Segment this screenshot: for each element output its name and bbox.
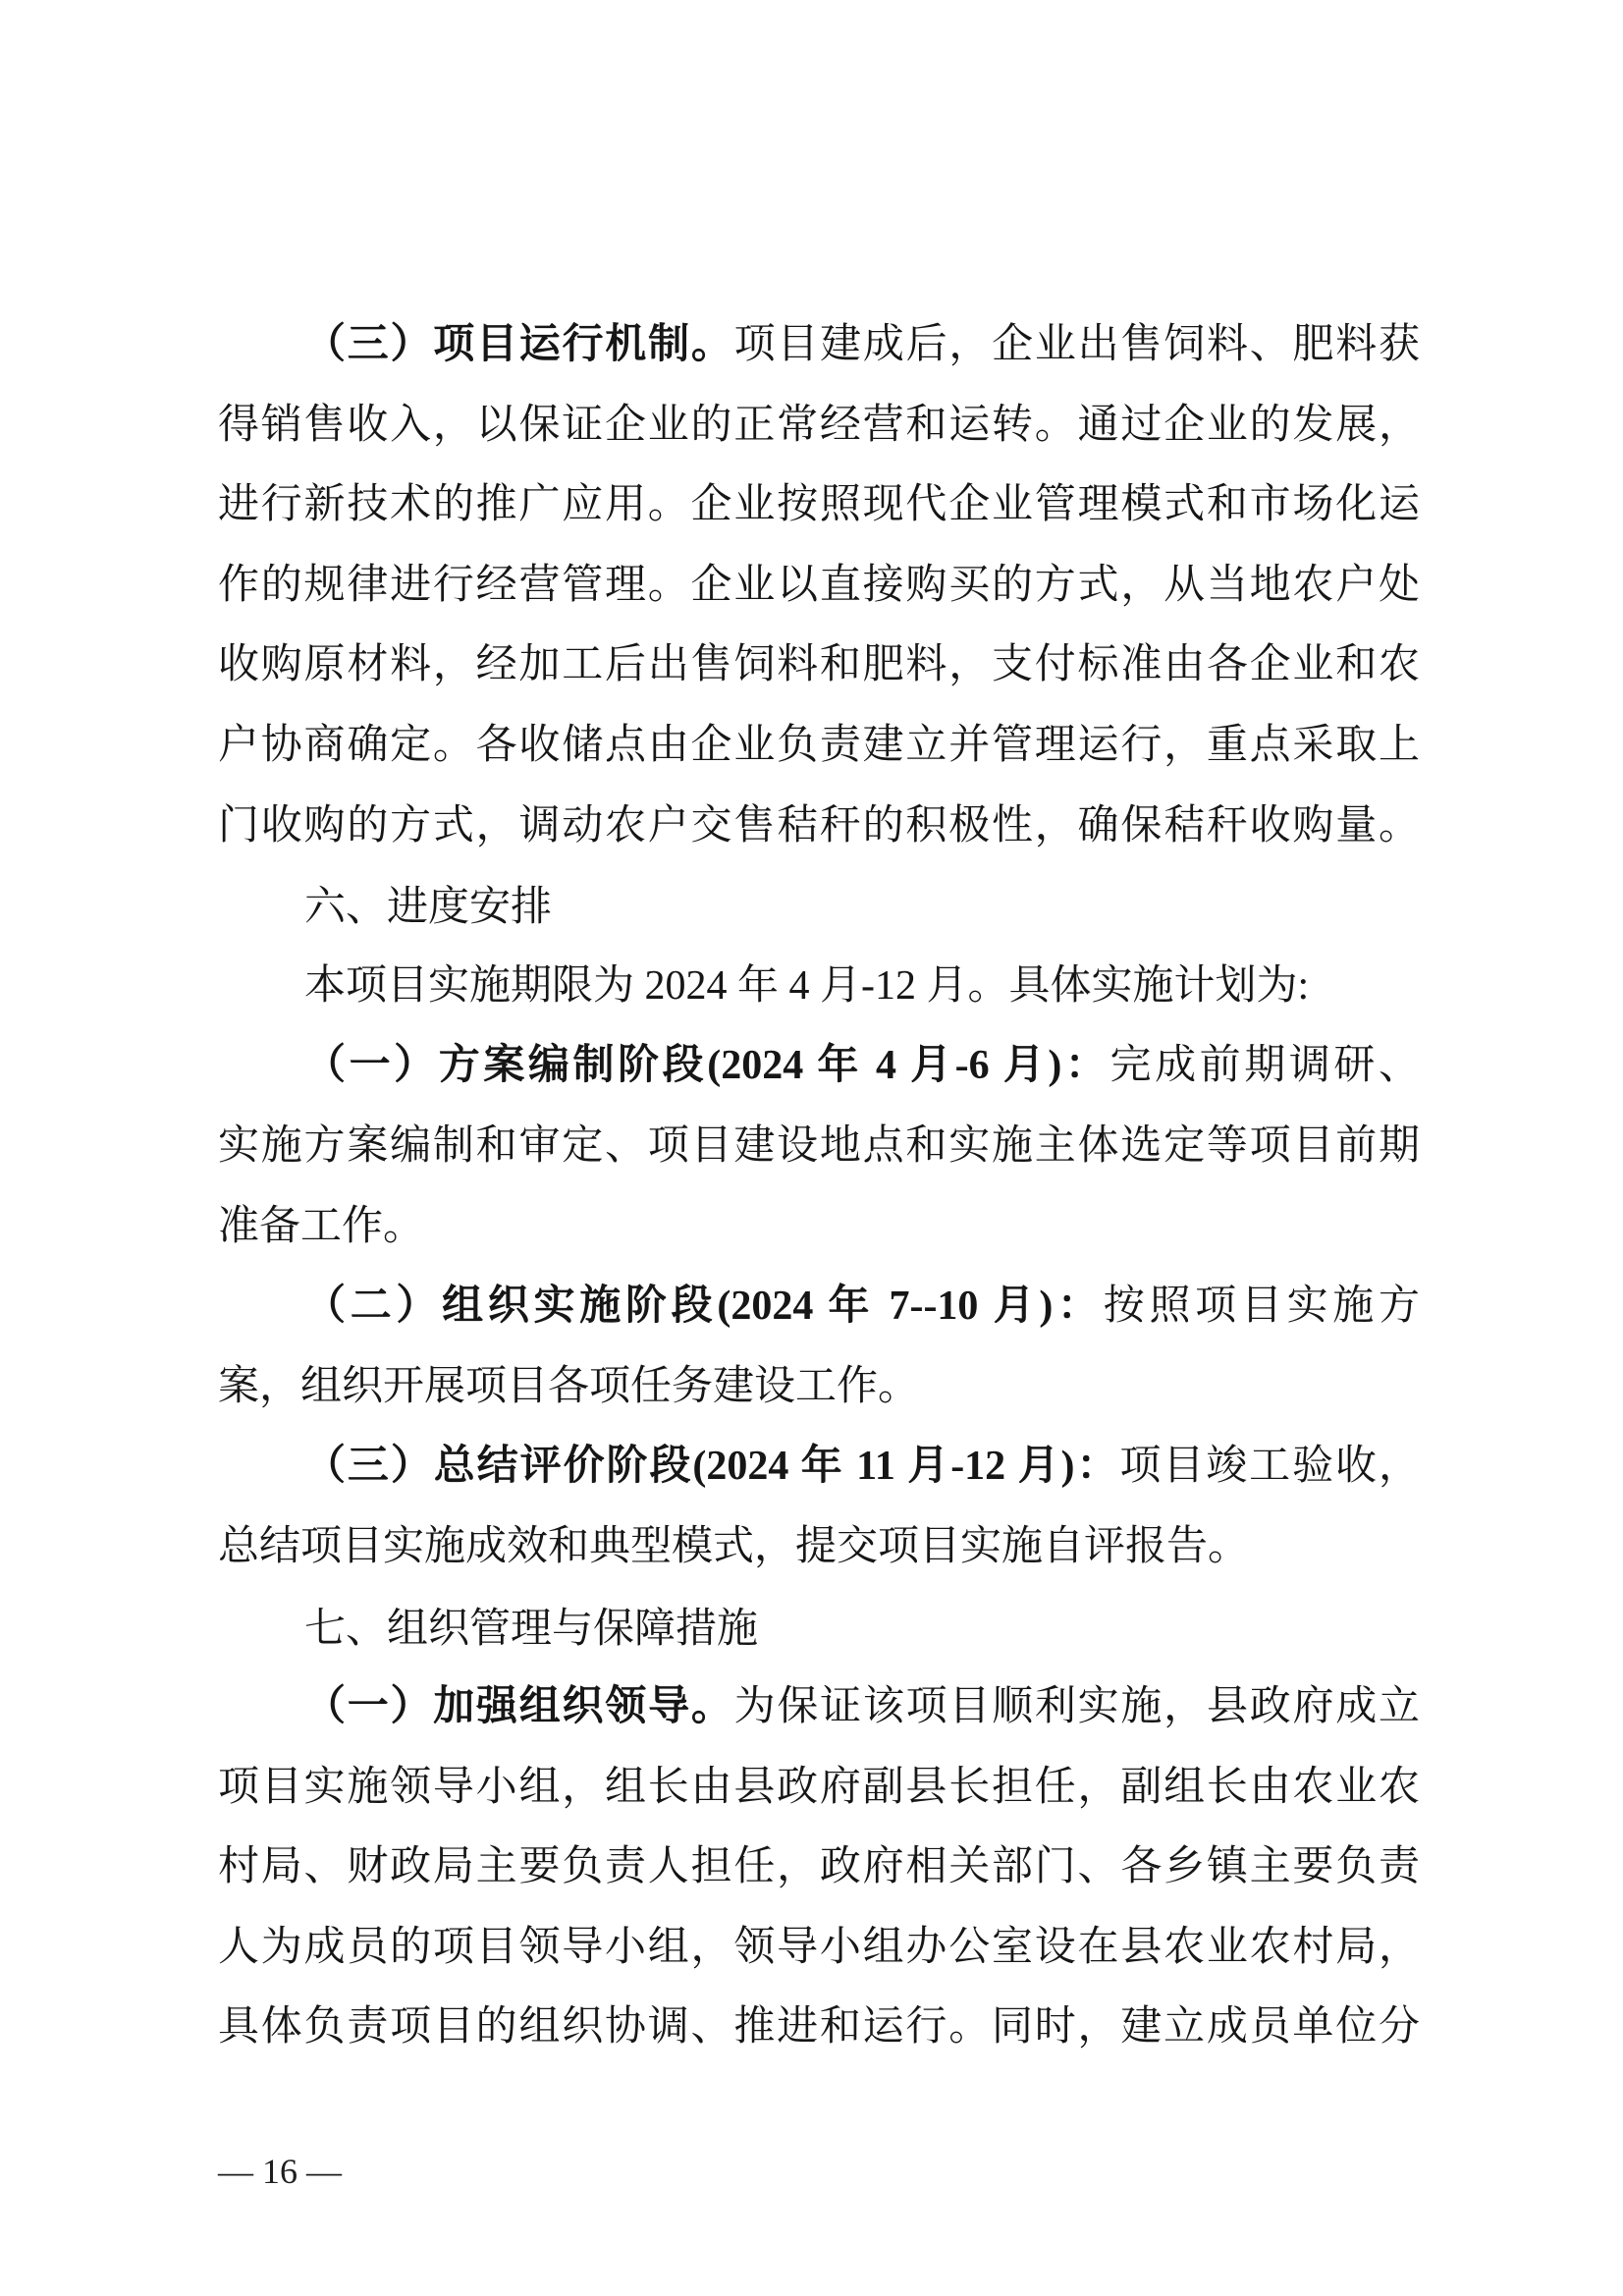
paragraph-line: 收购原材料，经加工后出售饲料和肥料，支付标准由各企业和农 bbox=[218, 642, 1420, 688]
paragraph-line: 村局、财政局主要负责人担任，政府相关部门、各乡镇主要负责 bbox=[218, 1844, 1420, 1890]
paragraph-lead: （一）加强组织领导。 bbox=[304, 1684, 734, 1730]
line-text: 按照项目实施方 bbox=[1103, 1284, 1420, 1330]
body-text bbox=[218, 305, 1420, 2068]
line-text: 项目竣工验收， bbox=[1119, 1444, 1420, 1490]
paragraph-lead: （三）总结评价阶段(2024 年 11 月-12 月)： bbox=[304, 1444, 1120, 1490]
section-heading: 七、组织管理与保障措施 bbox=[304, 1604, 759, 1651]
paragraph-line bbox=[218, 305, 1420, 386]
paragraph-line bbox=[218, 1267, 1420, 1347]
paragraph-line: 作的规律进行经营管理。企业以直接购买的方式，从当地农户处 bbox=[218, 562, 1420, 608]
paragraph-line: 户协商确定。各收储点由企业负责建立并管理运行，重点采取上 bbox=[218, 722, 1420, 768]
paragraph-line: 进行新技术的推广应用。企业按照现代企业管理模式和市场化运 bbox=[218, 482, 1420, 528]
paragraph-lead: （一）方案编制阶段(2024 年 4 月-6 月)： bbox=[304, 1043, 1110, 1089]
page-number: — 16 — bbox=[218, 2152, 342, 2191]
section-heading: 六、进度安排 bbox=[304, 883, 553, 930]
paragraph-line: 准备工作。 bbox=[218, 1203, 425, 1249]
paragraph-line: 门收购的方式，调动农户交售秸秆的积极性，确保秸秆收购量。 bbox=[218, 802, 1420, 848]
paragraph-line bbox=[218, 1026, 1420, 1107]
paragraph-line: 项目实施领导小组，组长由县政府副县长担任，副组长由农业农 bbox=[218, 1764, 1420, 1810]
paragraph-line: 得销售收入，以保证企业的正常经营和运转。通过企业的发展， bbox=[218, 402, 1420, 448]
paragraph-line bbox=[218, 1667, 1420, 1748]
paragraph-line bbox=[218, 1427, 1420, 1507]
line-text: 项目建成后，企业出售饲料、肥料获 bbox=[733, 322, 1420, 367]
paragraph-line: 总结项目实施成效和典型模式，提交项目实施自评报告。 bbox=[218, 1523, 1250, 1569]
paragraph-line: 本项目实施期限为 2024 年 4 月-12 月。具体实施计划为: bbox=[304, 962, 1310, 1009]
paragraph-line: 人为成员的项目领导小组，领导小组办公室设在县农业农村局， bbox=[218, 1924, 1420, 1970]
line-text: 完成前期调研、 bbox=[1109, 1043, 1420, 1089]
paragraph-line: 实施方案编制和审定、项目建设地点和实施主体选定等项目前期 bbox=[218, 1122, 1420, 1169]
paragraph-lead: （二）组织实施阶段(2024 年 7--10 月)： bbox=[304, 1284, 1104, 1330]
paragraph-lead: （三）项目运行机制。 bbox=[304, 322, 734, 367]
line-text: 为保证该项目顺利实施，县政府成立 bbox=[733, 1684, 1420, 1730]
paragraph-line: 案，组织开展项目各项任务建设工作。 bbox=[218, 1363, 920, 1409]
paragraph-line: 具体负责项目的组织协调、推进和运行。同时，建立成员单位分 bbox=[218, 2004, 1420, 2050]
